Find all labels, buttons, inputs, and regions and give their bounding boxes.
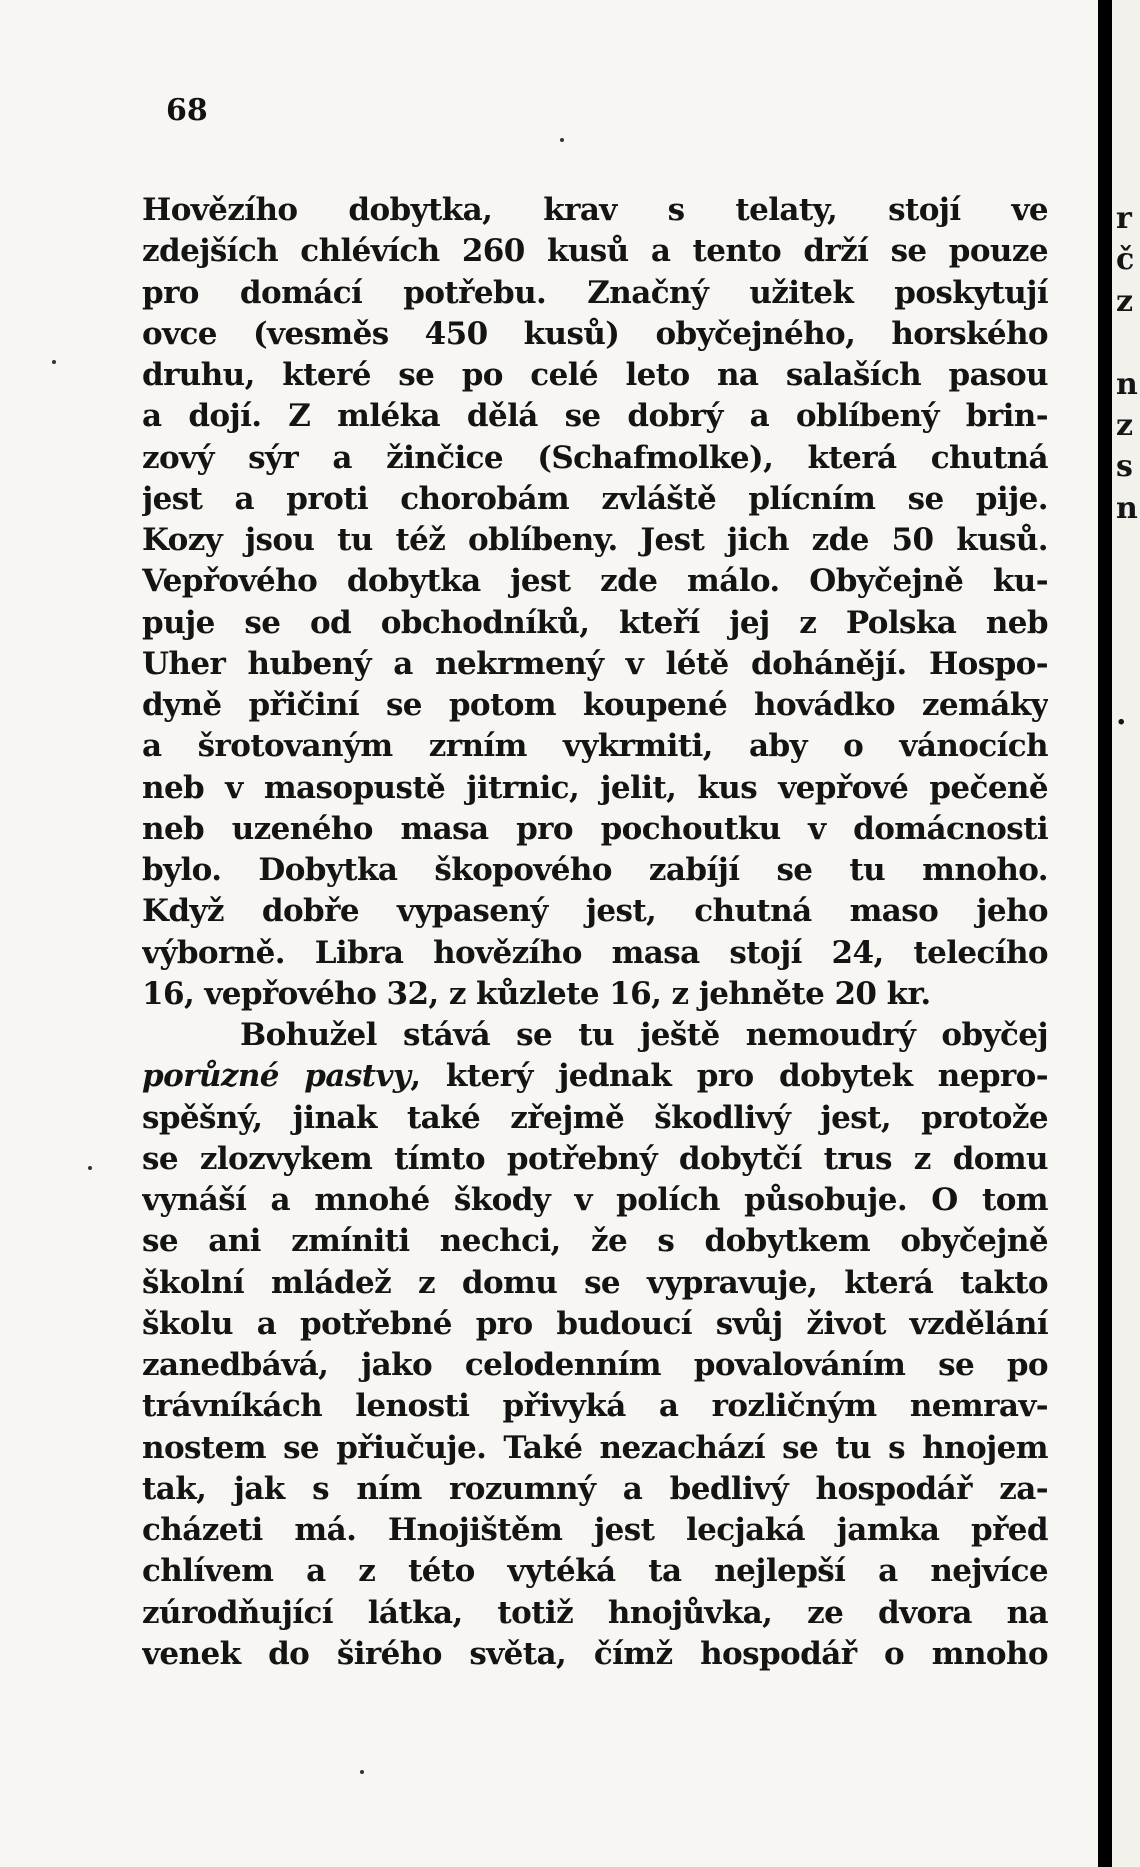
body-text [142,190,1048,1675]
text-line: tak, jak s ním rozumný a bedlivý hospodář za- [142,1470,1048,1507]
text-line: trávníkách lenosti přivyká a rozličným nemrav- [142,1388,1048,1425]
text-line: vynáší a mnohé škody v polích působuje. O tom [142,1182,1048,1218]
text-line: jest a proti chorobám zvláště plícním se pije. [142,480,1048,517]
text-line: spěšný, jinak také zřejmě škodlivý jest, protože [142,1099,1048,1136]
text-line: zúrodňující látka, totiž hnojůvka, ze dvora na [142,1594,1048,1631]
text-line: školu a potřebné pro budoucí svůj život vzdělání [142,1305,1048,1342]
facing-page-glyph: r [1116,201,1132,236]
facing-page-glyph: n [1116,491,1138,526]
text-line: bylo. Dobytka škopového zabíjí se tu mnoho. [142,852,1048,888]
text-line: a šrotovaným zrním vykrmiti, aby o vánocích [142,728,1048,765]
text-line: druhu, které se po celé leto na salaších pasou [142,357,1048,393]
facing-page-glyph: n [1116,367,1138,402]
facing-page-glyph: z [1116,284,1134,319]
text-line: puje se od obchodníků, kteří jej z Polska neb [142,604,1048,641]
text-line: cházeti má. Hnojištěm jest lecjaká jamka před [142,1512,1048,1548]
italic-phrase: porůzné pastvy [142,1058,411,1095]
scan-speck [360,1770,364,1774]
text-line: školní mládež z domu se vypravuje, která takto [142,1264,1048,1301]
text-line: výborně. Libra hovězího masa stojí 24, telecího [142,934,1048,971]
text-line: pro domácí potřebu. Značný užitek poskytují [142,274,1048,311]
text-line: venek do širého světa, čímž hospodář o mnoho [142,1635,1048,1672]
text-line [142,1056,1048,1097]
text-line: nostem se přiučuje. Také nezachází se tu s hnojem [142,1429,1048,1466]
text-line: chlívem a z této vytéká ta nejlepší a nejvíce [142,1553,1048,1590]
book-gutter [1098,0,1112,1867]
text-line: Bohužel stává se tu ještě nemoudrý obyčej [240,1017,1048,1053]
text-line: zanedbává, jako celodenním povalováním se po [142,1347,1048,1383]
scan-speck [560,138,564,142]
text-line: a dojí. Z mléka dělá se dobrý a oblíbený brin- [142,398,1048,435]
facing-page-glyph: z [1116,408,1134,443]
text-line: zdejších chlévích 260 kusů a tento drží se pouze [142,233,1048,270]
text-line: neb uzeného masa pro pochoutku v domácnosti [142,810,1048,847]
facing-page-glyph: č [1116,242,1135,277]
text-line: se zlozvykem tímto potřebný dobytčí trus z domu [142,1140,1048,1177]
text-line: se ani zmíniti nechci, že s dobytkem obyčejně [142,1223,1048,1260]
text-line-rest: , který jednak pro dobytek nepro- [410,1058,1048,1095]
text-line: dyně přičiní se potom koupené hovádko zemáky [142,687,1048,723]
text-line: Hovězího dobytka, krav s telaty, stojí ve [142,192,1048,228]
text-line: Uher hubený a nekrmený v létě dohánějí. Hospo- [142,645,1048,682]
text-line: Kozy jsou tu též oblíbeny. Jest jich zde 50 kusů. [142,522,1048,558]
scan-speck [52,360,56,364]
text-line: neb v masopustě jitrnic, jelit, kus vepřové pečeně [142,769,1048,806]
facing-page-glyph: . [1116,697,1127,732]
text-line: Vepřového dobytka jest zde málo. Obyčejně ku- [142,563,1048,600]
text-line: ovce (vesměs 450 kusů) obyčejného, horského [142,315,1048,352]
text-line: 16, vepřového 32, z kůzlete 16, z jehněte 20 kr. [142,975,931,1012]
scan-speck [88,1166,92,1170]
page-number: 68 [166,93,208,128]
facing-page-edge [1112,0,1140,1867]
text-line: Když dobře vypasený jest, chutná maso jeho [142,893,1048,930]
text-line: zový sýr a žinčice (Schafmolke), která chutná [142,439,1048,476]
facing-page-glyph: s [1116,449,1133,484]
